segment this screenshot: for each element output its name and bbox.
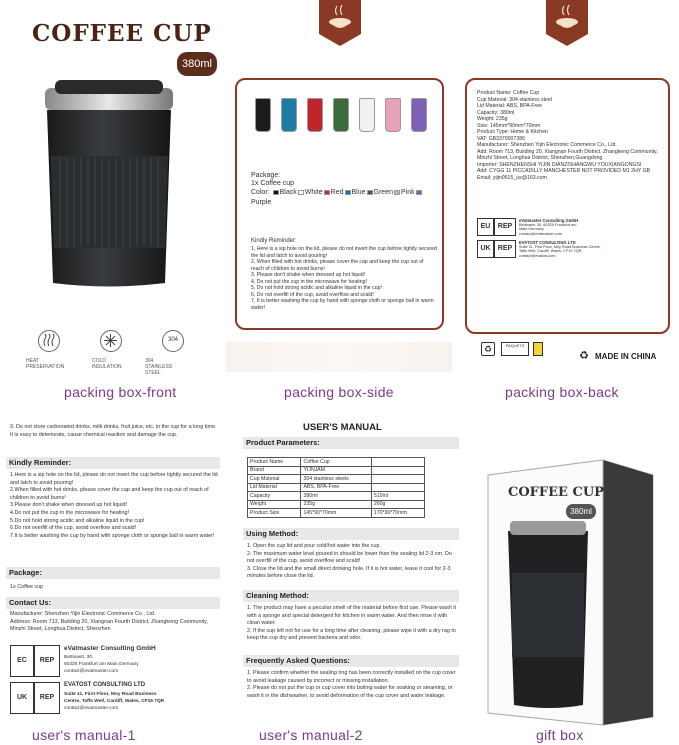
table-row	[248, 509, 425, 518]
using-step: 2. The maximum water level poured in should be lower than the sealing lid 2-3 cm. Do not overfill of the cup, avoid overflow and scald!	[247, 550, 452, 565]
table-row	[248, 466, 425, 475]
color-name: Blue	[351, 189, 366, 196]
bin-icon	[533, 342, 543, 356]
color-row	[251, 188, 441, 208]
caption-manual-2: user's manual-2	[259, 727, 363, 743]
table-cell: 145*90*70mm	[301, 509, 371, 518]
cup-swatch	[385, 98, 401, 132]
gift-title: COFFEE CUP	[508, 485, 604, 500]
m1-uk-rep-tag: REP	[34, 682, 60, 714]
table-cell	[371, 458, 424, 467]
recycle-icon: ♻	[481, 342, 495, 356]
table-cell: 510ml	[371, 492, 424, 501]
reminder-title: Kindly Reminder:	[251, 238, 297, 244]
cleaning-step: 1. The product may have a peculiar smell of the material before first use. Please wash it with a sponge and special detergent for kitchen in warm water. And then rinse it with clean water.	[247, 605, 457, 627]
icon-label-heat: HEAT PRESERVATION	[26, 358, 65, 370]
m1-uk-addr2: Centre, Taffs Well, Cardiff, Wales, CF15 7QR	[64, 699, 165, 704]
packing-box-side-panel	[226, 0, 452, 378]
gift-capacity-badge: 380ml	[566, 504, 596, 519]
caption-back: packing box-back	[505, 384, 619, 400]
m2-cleaning-title: Cleaning Method:	[243, 590, 459, 602]
color-swatch	[394, 190, 400, 195]
caption-side: packing box-side	[284, 384, 394, 400]
gift-box-panel	[468, 455, 673, 727]
icon-label-cold: COLD INSULATION	[92, 358, 122, 370]
color-swatch	[273, 190, 279, 195]
m1-uk-contact: contact@evatmaster.com	[64, 706, 119, 711]
m2-using-title: Using Method:	[243, 528, 459, 540]
info-line: Product Name: Coffee Cup	[477, 90, 540, 96]
table-cell: Cup Material	[248, 475, 301, 484]
table-cell: Product Name	[248, 458, 301, 467]
m1-intro: 3. Do not store carbonated drinks, milk drinks, fruit juice, etc. in the cup for a long time. It is easy to deteriorate, cause chemical reaction and damage the cup.	[10, 424, 217, 438]
color-swatch	[324, 190, 330, 195]
m1-ec-tag: EC	[10, 645, 34, 677]
table-row	[248, 500, 425, 509]
back-info-lines	[477, 90, 665, 181]
m2-faq	[247, 670, 457, 700]
m1-uk-addr1: Suite 11, First Floor, Moy Road Business	[64, 692, 157, 697]
color-name: Black	[279, 189, 297, 196]
packing-box-front-panel	[0, 0, 226, 378]
info-line: Manufacturer: Shenzhen Yijin Electronic Commerce Co., Ltd.	[477, 142, 617, 148]
back-label-panel	[465, 78, 670, 334]
cleaning-step: 2. If the cup left not for use for a long time after cleaning, please wipe it with a dry rag to keep the cup dry and prevent bacteria and odor.	[247, 627, 456, 642]
recycle-symbol-icon: ♻	[579, 350, 589, 362]
m2-cleaning	[247, 605, 457, 643]
caption-manual-1: user's manual-1	[32, 727, 136, 743]
m1-ec-addr1: Bettinastr. 30	[64, 655, 92, 660]
package-label: Package:	[251, 172, 281, 179]
caption-front: packing box-front	[64, 384, 177, 400]
reminder-item: 3.Please don't shake when dressed up hot liquid!	[10, 502, 128, 509]
color-swatch	[345, 190, 351, 195]
side-reminders	[251, 246, 437, 311]
m1-contact	[10, 611, 220, 634]
uk-addr: Suite 11, First Floor, Moy Road Business Centre, Taffs Well, Cardiff, Wales, CF15 7QR	[519, 245, 602, 254]
reminder-item: 6.Do not overfill of the cup, avoid overflow and scald!	[10, 525, 137, 532]
info-line: Add: CYGG 11 PICCADILLY MANCHESTER NOT PROVIDED M1 2HY GB	[477, 168, 651, 174]
color-name: Pink	[401, 189, 415, 196]
info-line: Add: Room 713, Building 20, Xiangnan Fourth District, Zhangkeng Community, Minzhi Street, Longhua District, Shenzhen,Guangdong	[477, 148, 658, 161]
table-cell	[371, 466, 424, 475]
info-line: Importer: SHENZHENSHI YIJIN DIANZISHANGWU YOUXIANGONGSI	[477, 161, 642, 168]
using-step: 3. Close the lid and the small direct drinking hole. If it is hot water, leave it cool for 2-3 minutes before close the lid.	[247, 565, 451, 580]
uk-contact: contact@evatost.com	[519, 254, 556, 258]
table-cell: ABS, BPA-Free	[301, 483, 371, 492]
m1-uk-rep	[10, 682, 220, 716]
users-manual-1	[6, 420, 222, 730]
snowflake-icon	[100, 330, 122, 352]
reminder-item: 4, Do not put the cup in the microwave for heating!	[251, 278, 367, 285]
steel-304-icon: 304	[162, 330, 184, 352]
side-watermark	[226, 342, 452, 372]
color-name: White	[304, 189, 323, 196]
m2-params-title: Product Parameters:	[243, 437, 459, 449]
m1-ec-rep	[10, 645, 220, 679]
m2-using	[247, 543, 457, 581]
table-row	[248, 458, 425, 467]
cup-swatch	[411, 98, 427, 132]
m2-faq-title: Frequently Asked Questions:	[243, 655, 459, 667]
reminder-item: 4.Do not put the cup in the microwave for heating!	[10, 509, 129, 516]
uk-rep-tag: REP	[494, 240, 516, 258]
reminder-item: 1, Here is a sip hole on the lid, please do not invert the cup before tightly secured the lid and latch to avoid pouring!	[251, 246, 437, 259]
m1-ec-addr2: 60325 Frankfurt am Main,Germany	[64, 662, 139, 667]
reminder-item: 5, Do not hold strong acidic and alkaline liquid in the cup!	[251, 285, 382, 291]
made-in-china: MADE IN CHINA	[595, 352, 657, 361]
table-row	[248, 492, 425, 501]
reminder-item: 2.When filled with hot drinks, please cover the cap and keep the cup out of reach of children to avoid burns!	[10, 487, 209, 501]
color-swatch	[298, 190, 304, 195]
contact-line: Address: Room 713, Building 20, Xiangnan Fourth District, Zhangkeng Community, Minzhi Street, Longhua District, Shenzhen	[10, 618, 208, 633]
eu-rep-tag: REP	[494, 218, 516, 236]
coffee-cup-image	[35, 78, 185, 293]
m1-reminders	[10, 472, 220, 540]
color-swatch	[416, 190, 422, 195]
coffee-logo-icon	[319, 0, 361, 46]
table-cell: Coffee Cup	[301, 458, 371, 467]
reminder-item: 7.It is better washing the cup by hand with sponge cloth or sponge ball in warm water!	[10, 532, 215, 539]
eu-contact: contact@evatmaster.com	[519, 232, 562, 236]
reminder-item: 7, It is better washing the cup by hand with sponge cloth or sponge ball in warm water!	[251, 298, 434, 311]
table-cell	[371, 475, 424, 484]
cup-swatch	[255, 98, 271, 132]
eu-rep-block	[477, 218, 661, 238]
caption-gift: gift box	[536, 727, 584, 743]
info-line: Product Type: Home & Kitchen	[477, 129, 548, 135]
using-step: 1. Open the cup lid and pour cold/hot water into the cup.	[247, 543, 381, 549]
table-row	[248, 475, 425, 484]
capacity-badge: 380ml	[177, 52, 217, 76]
info-line: Weight: 235g	[477, 116, 508, 122]
table-cell: 170*90*70mm	[371, 509, 424, 518]
coffee-logo-icon	[546, 0, 588, 46]
info-line: Lid Material: ABS, BPA-Free	[477, 103, 543, 109]
color-name: Red	[330, 189, 344, 196]
cup-swatch	[307, 98, 323, 132]
steam-icon	[38, 330, 60, 352]
table-cell: 304 stainless steels	[301, 475, 371, 484]
m1-contact-title: Contact Us:	[6, 597, 220, 609]
info-line: VAT: GB3370007386	[477, 135, 525, 142]
table-cell: Product Size	[248, 509, 301, 518]
m1-package-value: 1x Coffee cup	[10, 584, 44, 590]
table-cell: Lid Material	[248, 483, 301, 492]
table-row	[248, 483, 425, 492]
info-line: Email: yijin0615_us@163.com	[477, 174, 547, 181]
info-line: Cup Material: 304 stainless steel	[477, 96, 552, 103]
uk-rep-block	[477, 240, 661, 260]
m2-title: USER'S MANUAL	[303, 422, 382, 433]
table-cell: Weight	[248, 500, 301, 509]
table-cell: 235g	[301, 500, 371, 509]
table-cell: YIJNJAM	[301, 466, 371, 475]
eu-addr: Bettinastr. 30, 60325 Frankfurt am Main,Germany	[519, 223, 577, 232]
faq-item: 1. Please confirm whether the sealing ring has been correctly installed on the cup cover to avoid leakage caused by incorrect or missing installation.	[247, 670, 456, 684]
table-cell	[371, 483, 424, 492]
m2-params-table	[247, 457, 425, 518]
reminder-item: 3, Please don't shake when dressed up hot liquid!	[251, 272, 366, 278]
uk-name: EVATOST CONSULTING LTD	[519, 240, 576, 245]
eu-name: eVatmaster Consulting GmbH	[519, 218, 579, 223]
reminder-item: 2, When filled with hot drinks, please cover the cap and keep the cup out of reach of children to avoid burns!	[251, 259, 424, 272]
packing-box-back-panel	[453, 0, 679, 378]
m1-ec-rep-tag: REP	[34, 645, 60, 677]
color-name: Purple	[251, 199, 272, 206]
info-line: Size: 145mm*90mm*70mm	[477, 122, 541, 129]
reminder-item: 1.Here is a sip hole on the lid, please do not invert the cup before tightly secured the lid and latch to avoid pouring!	[10, 472, 218, 486]
m1-package-title: Package:	[6, 567, 220, 579]
color-label: Color:	[251, 189, 270, 196]
table-cell: Brand	[248, 466, 301, 475]
info-line: Capacity: 380ml	[477, 109, 515, 116]
color-name: Green	[373, 189, 393, 196]
cup-swatch	[359, 98, 375, 132]
cup-swatch	[281, 98, 297, 132]
cup-swatch	[333, 98, 349, 132]
uk-tag: UK	[477, 240, 494, 258]
contact-line: Manufacturer: Shenzhen Yijin Electronic Commerce Co., Ltd.	[10, 611, 156, 617]
front-title: COFFEE CUP	[32, 20, 212, 47]
m1-uk-name: EVATOST CONSULTING LTD	[64, 682, 146, 688]
package-value: 1x Coffee cup	[251, 180, 295, 187]
icon-label-steel: 304 STAINLESS STEEL	[145, 358, 173, 376]
users-manual-2	[243, 420, 459, 730]
faq-item: 2. Please do not put the cup or cup cover into boiling water for soaking or steaming, or wash it in the dishwasher, to avoid deformation of the cup cover and water leakage.	[247, 685, 453, 699]
reminder-item: 6, Do not overfill of the cup, avoid overflow and scald!	[251, 291, 374, 298]
table-cell: 380ml	[301, 492, 371, 501]
eu-tag: EU	[477, 218, 494, 236]
table-cell: 260g	[371, 500, 424, 509]
reminder-item: 5.Do not hold strong acidic and alkaline liquid in the cup!	[10, 517, 145, 524]
table-cell: Capacity	[248, 492, 301, 501]
color-swatch	[367, 190, 373, 195]
m1-uk-tag: UK	[10, 682, 34, 714]
m1-ec-contact: contact@evatmaster.com	[64, 669, 119, 674]
m1-reminder-title: Kindly Reminder:	[6, 457, 220, 469]
m1-ec-name: eVatmaster Consulting GmbH	[64, 645, 156, 652]
triman-icon: PAQUETS	[501, 342, 529, 356]
cup-lineup	[251, 94, 435, 136]
side-label-panel	[235, 78, 444, 330]
